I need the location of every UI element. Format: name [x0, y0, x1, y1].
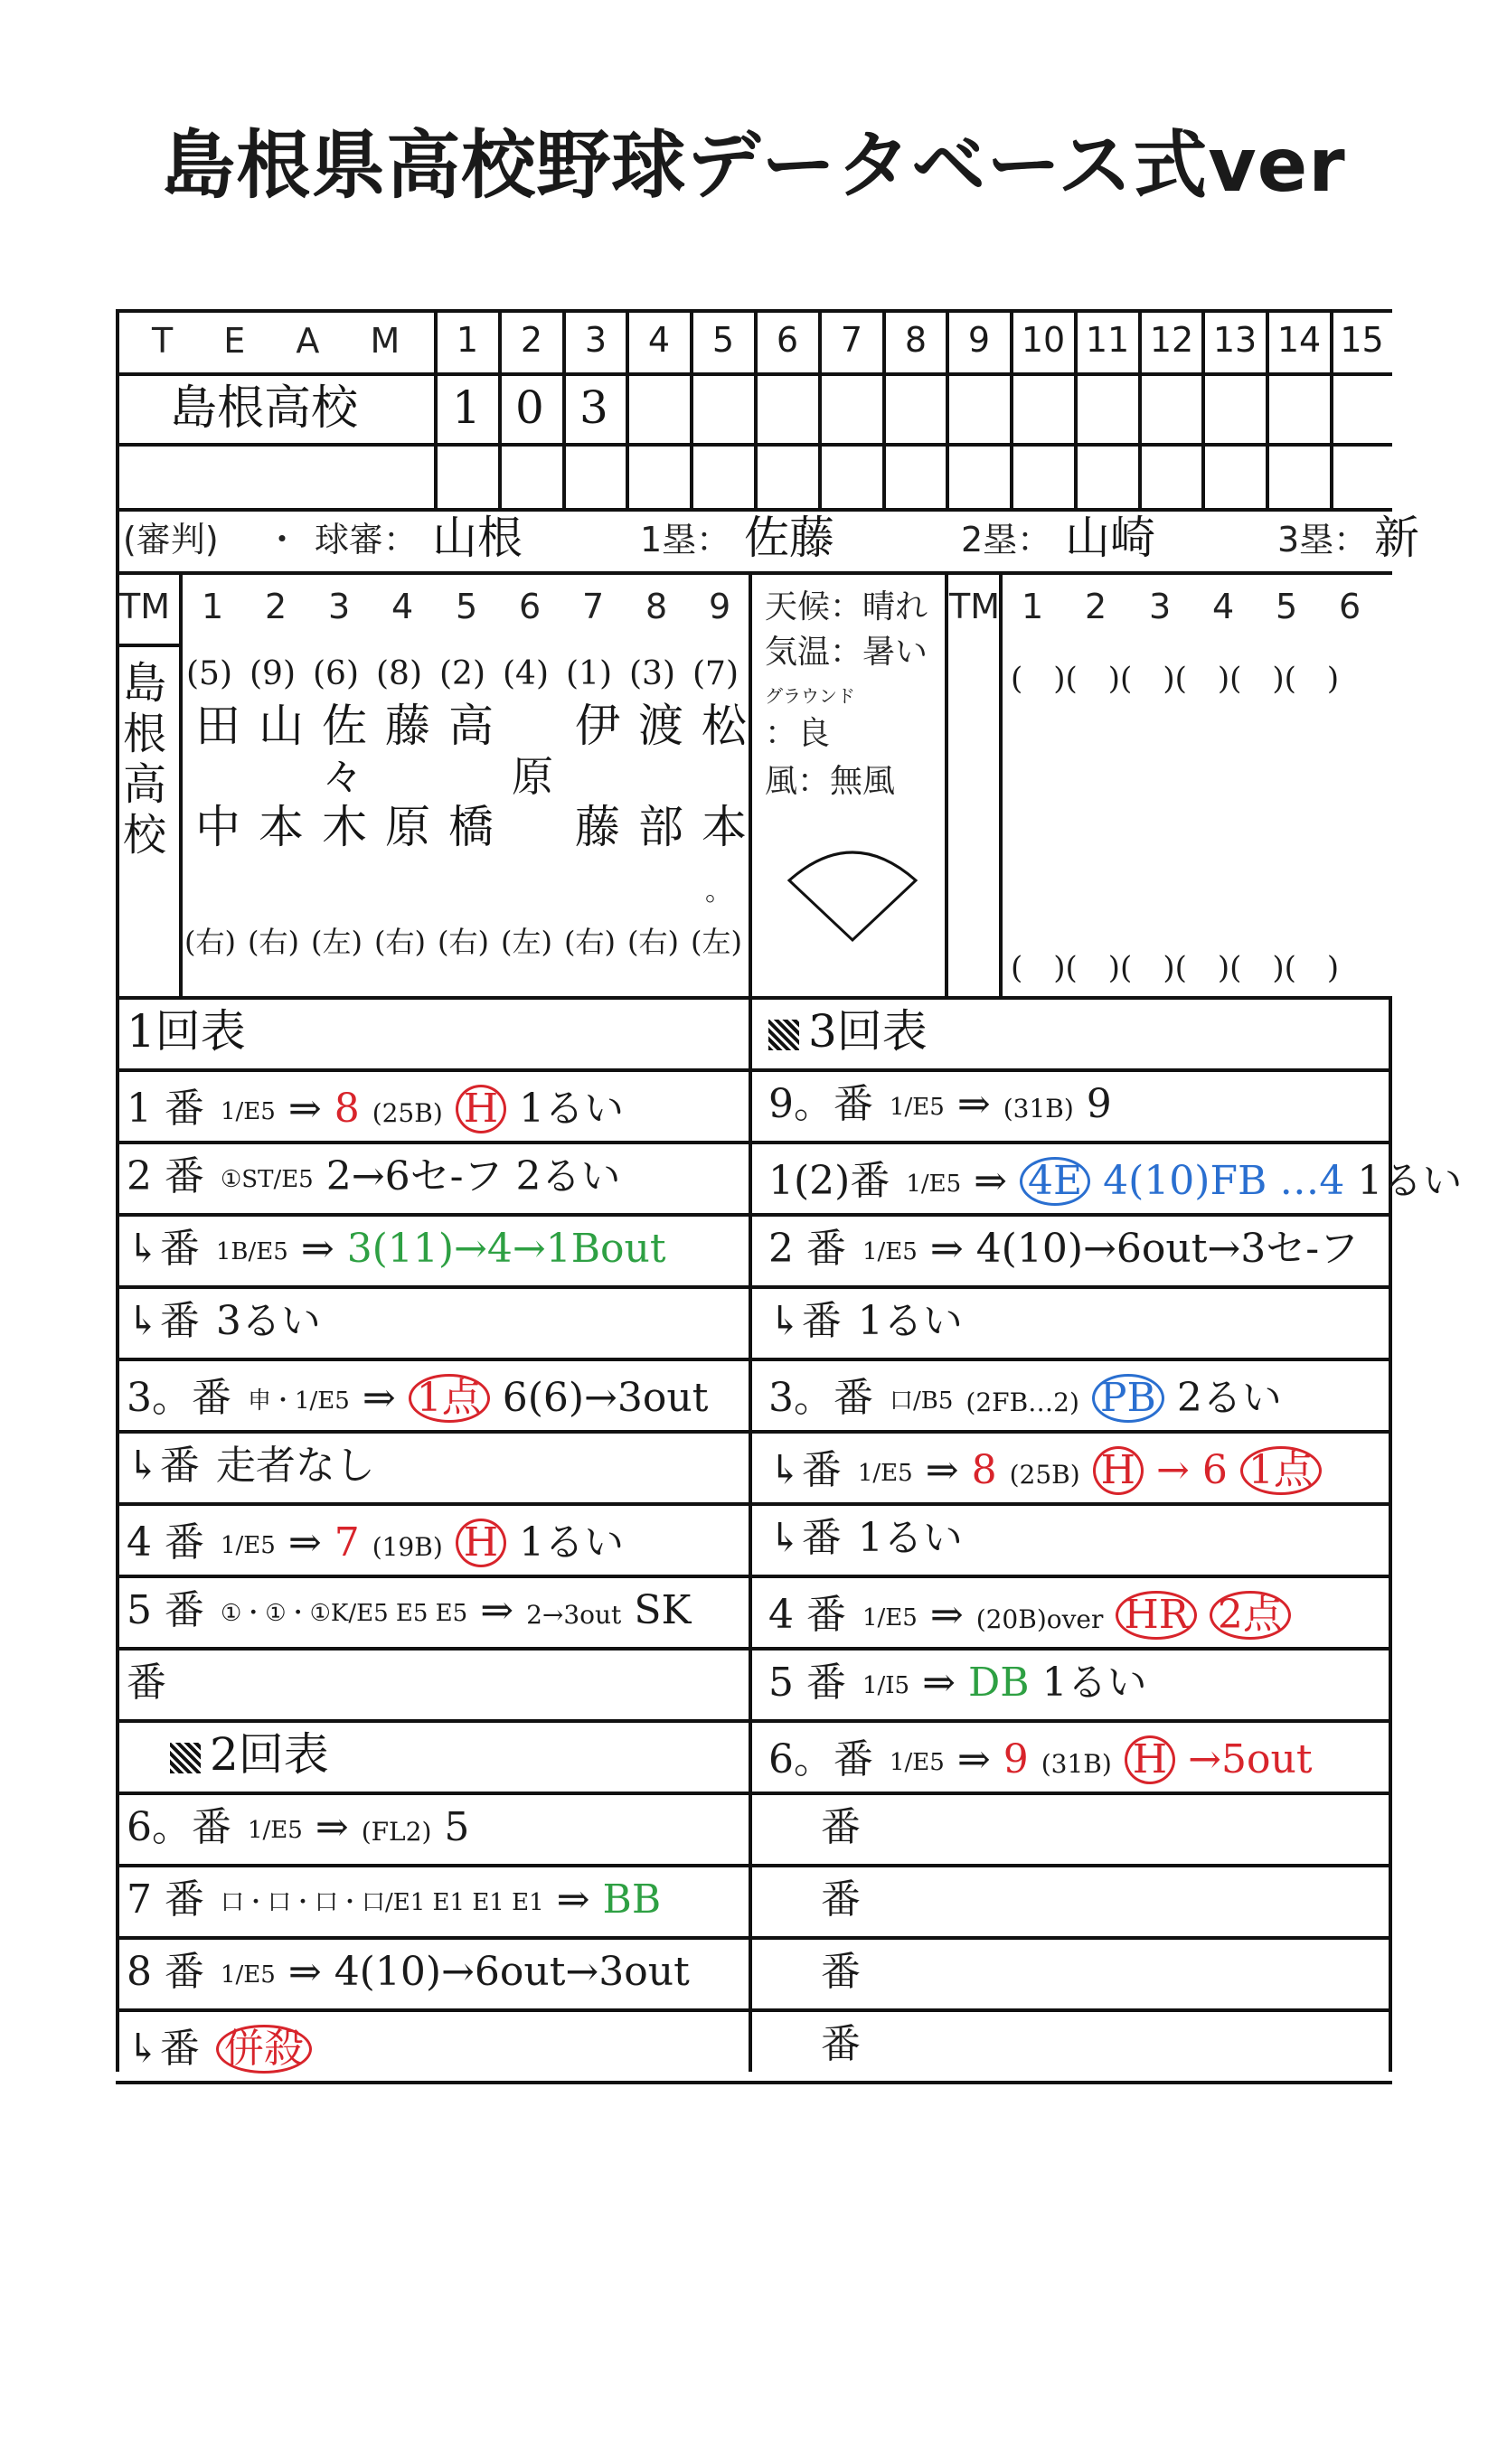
- play-result: 4(10)FB: [1103, 1158, 1267, 1204]
- batter-order: 4 番: [127, 1519, 204, 1566]
- pitch-sequence: 1B/E5: [215, 1237, 288, 1265]
- lineup-position: (4): [503, 655, 549, 692]
- play-row: [768, 1374, 1295, 1423]
- play-result: 2→6セ-フ: [325, 1153, 504, 1199]
- pitch-sequence: 申・1/E5: [248, 1387, 350, 1415]
- lineup-col-2: 2: [265, 587, 287, 626]
- play-detail: (31B): [1041, 1749, 1112, 1779]
- first-umpire: 佐藤: [744, 512, 834, 564]
- arrow-icon: ⇒: [480, 1587, 514, 1633]
- batter-order: ↳番: [768, 1298, 842, 1344]
- base-result: 1るい: [857, 1515, 963, 1561]
- batter-order: 番: [821, 1876, 861, 1923]
- lineup-hand: (左): [691, 925, 742, 959]
- batter-order: ↳番: [127, 1443, 200, 1489]
- lineup-given-name: 本: [259, 801, 304, 853]
- play-result: 4(10)→6out→3セ-フ: [975, 1226, 1360, 1272]
- base-result: 1るい: [1357, 1158, 1463, 1204]
- lineup-position: (7): [692, 655, 739, 692]
- base-result: 2るい: [1176, 1375, 1282, 1421]
- circled-mark: H: [1093, 1446, 1144, 1495]
- inning-14: 14: [1276, 320, 1322, 360]
- lineup-team-vertical: 島根高校: [123, 658, 167, 861]
- batter-order: 番: [821, 2021, 861, 2067]
- pitch-sequence: 1/E5: [906, 1170, 962, 1198]
- hit-location: 8: [971, 1447, 997, 1493]
- play-row: [821, 2021, 877, 2067]
- inning-9: 9: [967, 320, 991, 360]
- team-header: T E A M: [152, 321, 420, 361]
- batter-order: 8 番: [127, 1949, 204, 1995]
- lineup2-position-row: ( )( )( )( )( )( ): [1011, 661, 1340, 697]
- inning-10: 10: [1021, 320, 1066, 360]
- play-row: [768, 1515, 975, 1561]
- ground-condition: ：良: [765, 715, 831, 752]
- inning-15: 15: [1340, 320, 1384, 360]
- play-row: [127, 1374, 721, 1423]
- arrow-icon: ⇒: [956, 1736, 991, 1782]
- pitch-sequence: 1/E5: [890, 1748, 945, 1776]
- umpire-label: (審判): [123, 520, 219, 560]
- base-result: 1るい: [1041, 1660, 1147, 1706]
- hit-location: 7: [334, 1519, 360, 1566]
- batter-order: 2 番: [768, 1226, 846, 1272]
- pitch-sequence: 1/E5: [220, 1097, 276, 1125]
- lineup-surname: 佐: [322, 700, 367, 752]
- lineup-col-8: 8: [645, 587, 668, 626]
- arrow-icon: ⇒: [974, 1158, 1008, 1204]
- inning-6: 6: [776, 320, 799, 360]
- lineup-hand: (右): [184, 925, 236, 959]
- play-detail: (19B): [372, 1532, 443, 1562]
- play-row: [821, 1949, 877, 1995]
- play-result: DB: [967, 1660, 1030, 1706]
- play-result: 5: [444, 1804, 470, 1850]
- play-detail: 2→3out: [526, 1600, 622, 1630]
- arrow-icon: ⇒: [922, 1660, 956, 1706]
- base-result: 1るい: [519, 1519, 625, 1566]
- pitch-sequence: 口/B5: [890, 1387, 954, 1415]
- lineup-position: (9): [250, 655, 296, 692]
- home-umpire-label: 球審：: [315, 520, 419, 560]
- lineup-hand: (右): [438, 925, 489, 959]
- lineup-hand: (右): [374, 925, 426, 959]
- play-row: [768, 1446, 1334, 1495]
- circled-mark: 2点: [1210, 1591, 1291, 1640]
- arrow-icon: ⇒: [300, 1226, 334, 1272]
- ground-label: グラウンド: [765, 685, 855, 707]
- arrow-icon: ⇒: [287, 1949, 322, 1995]
- pitch-sequence: 1/I5: [862, 1671, 910, 1699]
- pitch-sequence: 1/E5: [862, 1603, 918, 1632]
- batter-order: 番: [821, 1949, 861, 1995]
- base-result: 3るい: [215, 1298, 321, 1344]
- lineup-col-3: 3: [328, 587, 351, 626]
- pitch-sequence: ①ST/E5: [220, 1165, 314, 1193]
- inning-title: 3回表: [808, 1005, 928, 1058]
- inning-12: 12: [1149, 320, 1194, 360]
- score-inning-1: 1: [452, 381, 481, 434]
- batter-order: 2 番: [127, 1153, 204, 1199]
- lineup-surname: 伊: [575, 700, 620, 752]
- pitch-sequence: 口・口・口・口/E1 E1 E1 E1: [220, 1888, 544, 1916]
- play-detail: (FL2): [361, 1817, 432, 1847]
- lineup-surname: 田: [195, 700, 240, 752]
- scribble-icon: [170, 1743, 201, 1773]
- circled-mark: 1点: [409, 1374, 490, 1423]
- lineup-surname: 藤: [385, 700, 430, 752]
- third-umpire: 新: [1374, 512, 1419, 564]
- play-note: 走者なし: [215, 1443, 375, 1489]
- circled-mark: HR: [1116, 1591, 1197, 1640]
- pitch-sequence: 1/E5: [248, 1816, 303, 1844]
- play-result: 4(10)→6out→3out: [334, 1949, 690, 1995]
- lineup-position: (6): [313, 655, 359, 692]
- lineup-hand: (左): [311, 925, 363, 959]
- lineup-surname: 松: [702, 700, 747, 752]
- page-title: 島根県高校野球データベース式ver: [161, 123, 1346, 209]
- lineup-col-4: 4: [391, 587, 414, 626]
- lineup-surname-2: 原: [512, 752, 553, 801]
- lineup2-hand-row: ( )( )( )( )( )( ): [1011, 950, 1340, 986]
- batter-order: ↳番: [127, 1298, 200, 1344]
- lineup-col-7: 7: [582, 587, 605, 626]
- arrow-icon: ⇒: [929, 1592, 964, 1638]
- play-row: [768, 1660, 1160, 1706]
- base-result: 1るい: [519, 1086, 625, 1132]
- lineup-given-name: 本: [702, 801, 747, 853]
- lineup2-col-2: 2: [1085, 587, 1107, 626]
- batter-order: 1(2)番: [768, 1158, 890, 1204]
- pitch-sequence: 1/E5: [220, 1961, 276, 1989]
- lineup-col-9: 9: [709, 587, 731, 626]
- hit-location: 8: [334, 1086, 360, 1132]
- inning-title: 1回表: [127, 1005, 246, 1058]
- inning-header: [768, 1005, 928, 1058]
- inning-title: 2回表: [210, 1728, 329, 1781]
- circled-mark: H: [1125, 1735, 1175, 1784]
- play-row: [768, 1591, 1304, 1640]
- arrow-icon: ⇒: [362, 1375, 396, 1421]
- lineup-mark: 。: [705, 876, 732, 908]
- play-row: [768, 1735, 1325, 1784]
- lineup-surname: 高: [448, 700, 494, 752]
- batter-order: ↳番: [127, 1226, 200, 1272]
- inning-1: 1: [456, 320, 479, 360]
- batter-order: ↳番: [127, 2026, 200, 2072]
- circled-mark: H: [456, 1519, 506, 1567]
- lineup-surname: 山: [259, 700, 304, 752]
- wind: 風：無風: [765, 763, 896, 800]
- circled-mark: H: [456, 1085, 506, 1133]
- batter-order: 番: [821, 1804, 861, 1850]
- pitch-sequence: 1/E5: [220, 1531, 276, 1559]
- lineup-given-name: 藤: [575, 801, 620, 853]
- play-row: [127, 1660, 183, 1706]
- lineup-given-name: 橋: [448, 801, 494, 853]
- play-row: [127, 1298, 334, 1344]
- lineup-col-6: 6: [519, 587, 542, 626]
- score-inning-3: 3: [579, 381, 608, 434]
- batter-order: 番: [127, 1660, 166, 1706]
- arrow-icon: ⇒: [315, 1804, 349, 1850]
- lineup-given-name: 中: [195, 801, 240, 853]
- play-row: [768, 1157, 1474, 1206]
- batter-order: ↳番: [768, 1515, 842, 1561]
- play-row: [127, 1804, 482, 1850]
- lineup-tm-label: TM: [119, 587, 170, 626]
- batter-order: ↳番: [768, 1447, 842, 1493]
- circled-mark: PB: [1092, 1374, 1164, 1423]
- second-umpire-label: 2塁：: [961, 520, 1052, 560]
- arrow-icon: ⇒: [925, 1447, 959, 1493]
- batter-order: 6。番: [127, 1804, 231, 1850]
- batter-order: 3。番: [768, 1375, 873, 1421]
- lineup2-col-5: 5: [1276, 587, 1298, 626]
- arrow-icon: ⇒: [556, 1876, 590, 1923]
- play-row: [127, 1085, 636, 1133]
- lineup-given-name: 木: [322, 801, 367, 853]
- second-umpire: 山崎: [1065, 512, 1155, 564]
- lineup-col-1: 1: [202, 587, 224, 626]
- batter-order: 5 番: [768, 1660, 846, 1706]
- diamond-icon: [780, 833, 925, 942]
- lineup-given-name: 部: [638, 801, 683, 853]
- play-row: [127, 1519, 636, 1567]
- lineup-position: (1): [566, 655, 612, 692]
- play-row: [127, 1876, 673, 1923]
- pitch-sequence: ①・①・①K/E5 E5 E5: [220, 1599, 468, 1627]
- play-detail: (31B): [1003, 1094, 1074, 1124]
- batter-order: 6。番: [768, 1736, 873, 1782]
- lineup-hand: (右): [627, 925, 679, 959]
- play-row: [127, 1587, 703, 1633]
- lineup-position: (3): [629, 655, 675, 692]
- circled-mark: 4E: [1020, 1157, 1090, 1206]
- batter-order: 9。番: [768, 1081, 873, 1127]
- lineup-position: (8): [376, 655, 422, 692]
- lineup-given-name: 原: [385, 801, 430, 853]
- play-row: [127, 2025, 325, 2074]
- batter-order: 4 番: [768, 1592, 846, 1638]
- lineup-surname: 渡: [638, 700, 683, 752]
- play-result: …4: [1279, 1158, 1345, 1204]
- lineup2-col-6: 6: [1339, 587, 1361, 626]
- batter-order: 1 番: [127, 1086, 204, 1132]
- play-detail: (25B): [372, 1098, 443, 1128]
- play-row: [768, 1226, 1371, 1272]
- play-detail: (25B): [1009, 1460, 1080, 1490]
- play-result: SK: [634, 1587, 692, 1633]
- batter-order: 5 番: [127, 1587, 204, 1633]
- score-inning-2: 0: [515, 381, 544, 434]
- inning-header: [127, 1005, 246, 1058]
- pitch-sequence: 1/E5: [857, 1459, 913, 1487]
- play-row: [768, 1298, 975, 1344]
- team-name: 島根高校: [170, 381, 359, 436]
- scribble-icon: [768, 1020, 799, 1050]
- play-result: 3(11)→4→1Bout: [346, 1226, 666, 1272]
- lineup-col-5: 5: [456, 587, 478, 626]
- third-umpire-label: 3塁：: [1277, 520, 1369, 560]
- play-detail: (20B)over: [975, 1604, 1104, 1634]
- hit-location: 9: [1003, 1736, 1029, 1782]
- play-row: [821, 1804, 877, 1850]
- scoresheet: [116, 309, 1463, 2072]
- inning-4: 4: [647, 320, 671, 360]
- play-result: 6(6)→3out: [502, 1375, 709, 1421]
- play-row: [127, 1443, 388, 1489]
- temperature: 気温：暑い: [765, 634, 928, 671]
- base-result: 1るい: [857, 1298, 963, 1344]
- home-umpire: 山根: [432, 512, 523, 564]
- play-row: [127, 1949, 702, 1995]
- play-result: 9: [1086, 1081, 1112, 1127]
- play-row: [127, 1226, 679, 1272]
- inning-11: 11: [1085, 320, 1130, 360]
- weather: 天候：晴れ: [765, 588, 928, 625]
- lineup2-tm-label: TM: [949, 587, 1000, 626]
- batter-order: 3。番: [127, 1375, 231, 1421]
- arrow-icon: ⇒: [287, 1086, 322, 1132]
- arrow-icon: ⇒: [287, 1519, 322, 1566]
- play-row: [127, 1153, 633, 1199]
- inning-2: 2: [520, 320, 543, 360]
- lineup-hand: (右): [564, 925, 616, 959]
- lineup2-col-3: 3: [1149, 587, 1172, 626]
- inning-5: 5: [711, 320, 735, 360]
- lineup-position: (5): [186, 655, 232, 692]
- first-umpire-label: 1塁：: [640, 520, 731, 560]
- inning-13: 13: [1212, 320, 1257, 360]
- inning-3: 3: [584, 320, 608, 360]
- inning-header: [170, 1728, 329, 1781]
- play-detail: (2FB…2): [965, 1387, 1079, 1417]
- play-row: [768, 1081, 1125, 1127]
- circled-mark: 併殺: [216, 2025, 312, 2074]
- circled-mark: 1点: [1240, 1446, 1322, 1495]
- play-result: →5out: [1188, 1736, 1313, 1782]
- arrow-icon: ⇒: [956, 1081, 991, 1127]
- batter-order: 7 番: [127, 1876, 204, 1923]
- lineup2-col-4: 4: [1212, 587, 1235, 626]
- lineup2-col-1: 1: [1022, 587, 1044, 626]
- base-result: 2るい: [515, 1153, 621, 1199]
- play-row: [821, 1876, 877, 1923]
- lineup-position: (2): [439, 655, 485, 692]
- inning-7: 7: [840, 320, 863, 360]
- play-result: → 6: [1156, 1447, 1228, 1493]
- pitch-sequence: 1/E5: [890, 1093, 945, 1121]
- lineup-hand: (右): [248, 925, 299, 959]
- inning-8: 8: [904, 320, 928, 360]
- umpire-dot: ・: [265, 520, 300, 560]
- lineup-surname-2: 々: [322, 752, 363, 801]
- play-result: BB: [602, 1876, 662, 1923]
- arrow-icon: ⇒: [929, 1226, 964, 1272]
- lineup-hand: (左): [501, 925, 552, 959]
- pitch-sequence: 1/E5: [862, 1237, 918, 1265]
